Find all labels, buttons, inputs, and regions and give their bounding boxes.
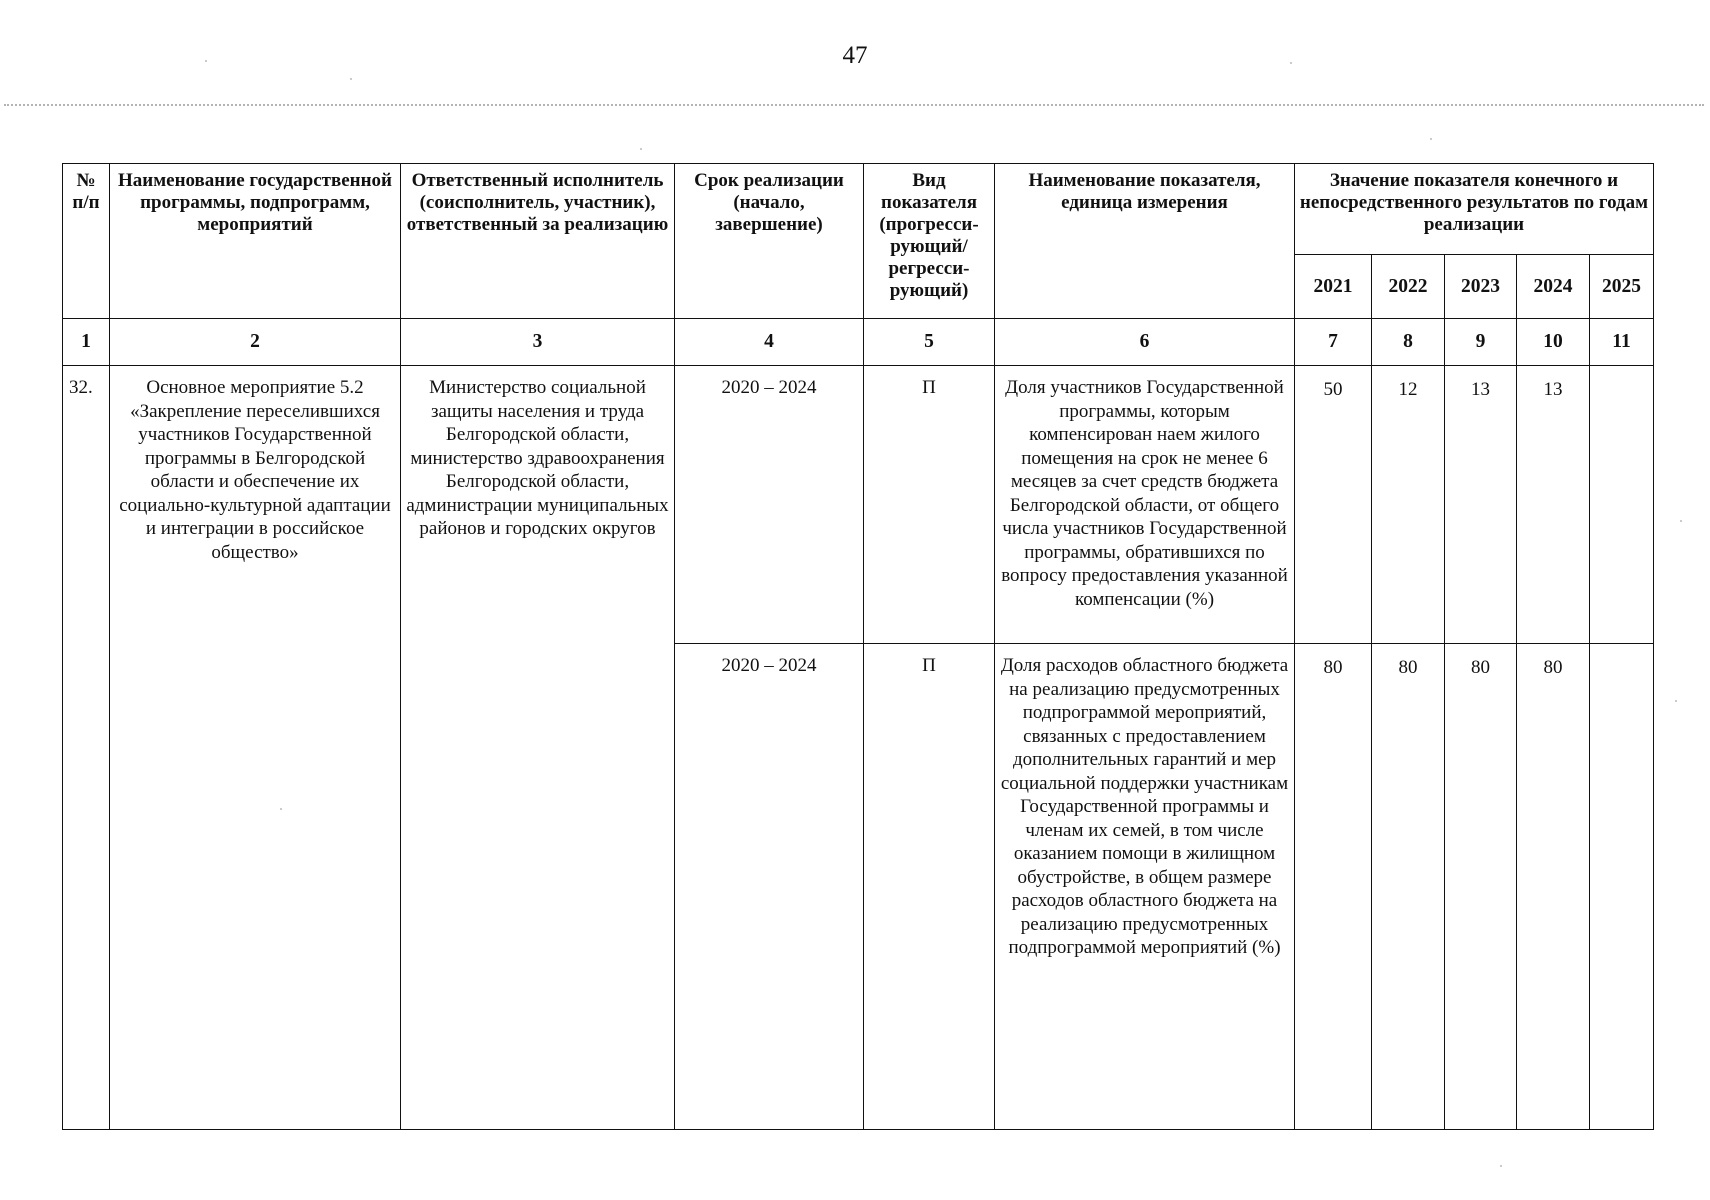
column-number: 11 [1590,319,1654,366]
indicator-value: 80 [1372,644,1445,1130]
responsible-executor: Министерство социальной защиты населения и труда Белгородской области, министерство здравоохранения Белгородской области, администрации муниципальных районов и городских округов [401,366,675,1130]
scan-speck [1290,62,1292,64]
indicator-term: 2020 – 2024 [675,644,864,1130]
column-number: 1 [63,319,110,366]
indicator-value: 50 [1295,366,1372,644]
scan-speck [1675,700,1677,702]
scan-speck [350,78,352,80]
scan-artifact-line [4,104,1704,108]
indicator-value [1590,644,1654,1130]
header-col-indicator: Наименование показателя, единица измерения [995,164,1295,319]
header-col-responsible: Ответственный исполнитель (соисполнитель, участник), ответственный за реализацию [401,164,675,319]
page-number: 47 [842,42,868,69]
column-number: 9 [1445,319,1517,366]
scan-speck [1500,1165,1502,1167]
indicator-value [1590,366,1654,644]
row-number: 32. [63,366,110,1130]
indicator-value: 80 [1295,644,1372,1130]
header-col-type: Вид показателя (прогресси-рующий/ регресси-рующий) [864,164,995,319]
column-number: 10 [1517,319,1590,366]
indicator-term: 2020 – 2024 [675,366,864,644]
header-col-num: № п/п [63,164,110,319]
header-col-term: Срок реализации (начало, завершение) [675,164,864,319]
column-number-row [63,319,1654,366]
indicator-name: Доля расходов областного бюджета на реализацию предусмотренных подпрограммой мероприятий, связанных с предоставлением дополнительных гарантий и мер социальной поддержки участникам Государственной программы и членам их семей, в том числе оказанием помощи в жилищном обустройстве, в общем размере расходов областного бюджета на реализацию предусмотренных подпрограммой мероприятий (%) [995,644,1295,1130]
indicator-type: П [864,366,995,644]
scan-speck [1430,138,1432,140]
column-number: 3 [401,319,675,366]
indicator-name: Доля участников Государственной программы, которым компенсирован наем жилого помещения на срок не менее 6 месяцев за счет средств бюджета Белгородской области, от общего числа участников Государственной программы, обратившихся по вопросу предоставления указанной компенсации (%) [995,366,1295,644]
indicator-value: 13 [1517,366,1590,644]
header-year: 2023 [1445,255,1517,319]
scan-speck [205,60,207,62]
header-year: 2025 [1590,255,1654,319]
header-year: 2022 [1372,255,1445,319]
scan-speck [640,148,642,150]
column-number: 7 [1295,319,1372,366]
column-number: 4 [675,319,864,366]
scan-speck [1680,520,1682,522]
column-number: 2 [110,319,401,366]
indicator-value: 80 [1445,644,1517,1130]
activity-name: Основное мероприятие 5.2 «Закрепление переселившихся участников Государственной программы в Белгородской области и обеспечение их социально-культурной адаптации и интеграции в российское общество» [110,366,401,1130]
header-col-values: Значение показателя конечного и непосредственного результатов по годам реализации [1295,164,1654,255]
indicators-table [62,163,1654,1130]
indicator-value: 12 [1372,366,1445,644]
header-year: 2021 [1295,255,1372,319]
indicator-type: П [864,644,995,1130]
column-number: 8 [1372,319,1445,366]
indicator-value: 13 [1445,366,1517,644]
header-year: 2024 [1517,255,1590,319]
column-number: 6 [995,319,1295,366]
header-col-name: Наименование государственной программы, подпрограмм, мероприятий [110,164,401,319]
table-row [63,366,1654,644]
column-number: 5 [864,319,995,366]
indicator-value: 80 [1517,644,1590,1130]
